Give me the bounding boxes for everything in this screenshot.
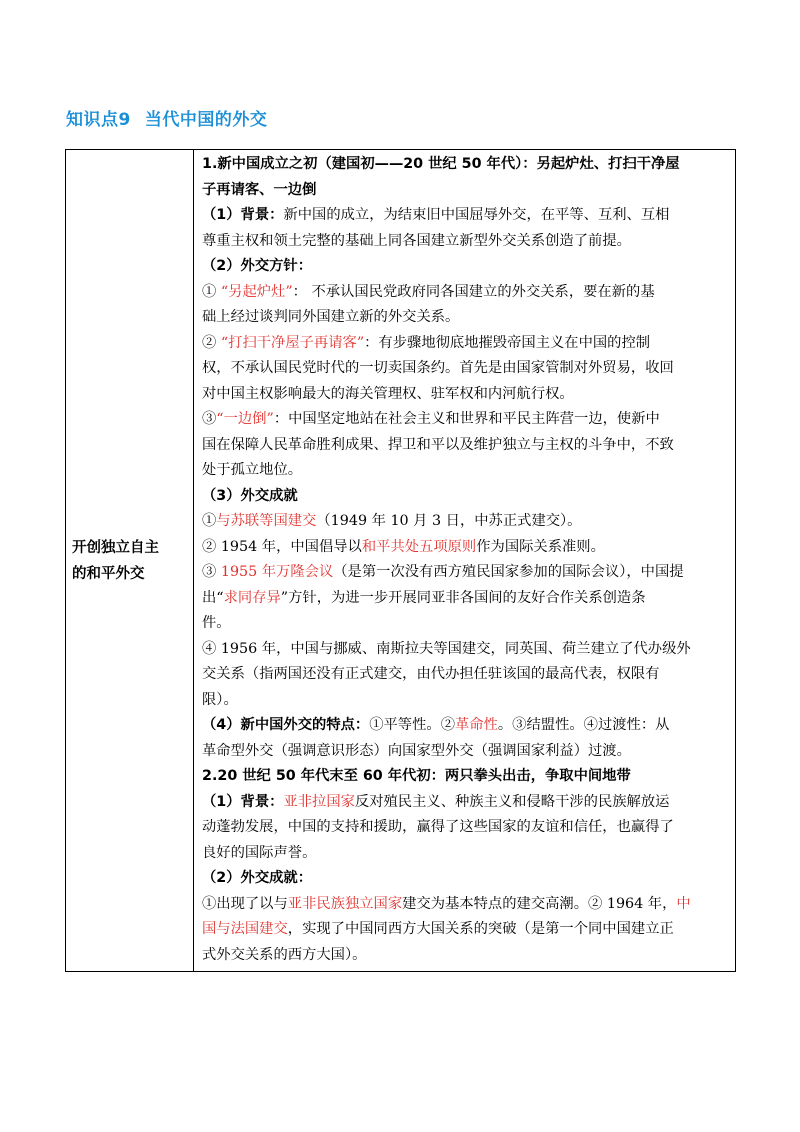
text-segment: 出“ [202, 589, 224, 606]
heading-number: 知识点9 [66, 110, 131, 130]
text-line [202, 509, 727, 535]
text-segment: 处于孤立地位。 [202, 462, 303, 478]
text-line [202, 688, 727, 714]
text-segment: 对中国主权影响最大的海关管理权、驻军权和内河航行权。 [202, 385, 574, 402]
highlight-text: “一边倒” [216, 411, 274, 427]
text-line [202, 866, 727, 892]
text-segment: 尊重主权和领土完整的基础上同各国建立新型外交关系创造了前提。 [202, 232, 631, 249]
highlight-text: 国与法国建交 [202, 921, 288, 937]
text-line [202, 739, 727, 765]
topic-label-line: 开创独立自主 [72, 539, 159, 556]
bold-text: （1）背景： [202, 207, 284, 223]
text-line [202, 637, 727, 663]
text-line [202, 331, 727, 357]
text-segment: 革命型外交（强调意识形态）向国家型外交（强调国家利益）过渡。 [202, 742, 631, 759]
text-line [202, 484, 727, 510]
bold-text: （1）背景： [202, 793, 284, 810]
text-line [202, 560, 727, 586]
text-line [202, 841, 727, 867]
text-segment: 良好的国际声誉。 [202, 844, 317, 861]
text-segment: 作为国际关系准则。 [476, 538, 605, 555]
text-segment: ”方针，为进一步开展同亚非各国间的友好合作关系创造条 [280, 589, 646, 606]
text-segment: （是第一次没有西方殖民国家参加的国际会议），中国提 [333, 564, 684, 580]
text-segment: ③ [202, 564, 221, 580]
bold-text: 子再请客、一边倒 [202, 181, 317, 198]
text-line [202, 356, 727, 382]
highlight-text: 和平共处五项原则 [361, 538, 477, 555]
text-segment: ① [202, 283, 221, 300]
text-segment: （1949 年 10 月 3 日，中苏正式建交）。 [316, 513, 582, 529]
highlight-text: 求同存异 [223, 589, 281, 606]
text-line [202, 152, 727, 178]
text-line [202, 892, 727, 918]
text-segment: 反对殖民主义、种族主义和侵略干涉的民族解放运 [354, 793, 670, 810]
text-segment: ①平等性。② [369, 717, 455, 733]
text-segment: ② [202, 334, 221, 351]
text-line [202, 254, 727, 280]
text-segment: 式外交关系的西方大国）。 [202, 946, 367, 963]
text-segment: 件。 [202, 615, 231, 631]
text-segment: ①出现了以与 [202, 895, 288, 912]
text-segment: ③ [202, 411, 217, 427]
text-line [202, 713, 727, 739]
text-segment: 动蓬勃发展，中国的支持和援助，赢得了这些国家的友谊和信任，也赢得了 [202, 819, 674, 835]
text-line [202, 280, 727, 306]
text-line [202, 790, 727, 816]
text-line [202, 611, 727, 637]
topic-label-line: 的和平外交 [72, 565, 145, 582]
heading-title: 当代中国的外交 [144, 110, 268, 130]
highlight-text: “打扫干净屋子再请客” [220, 334, 365, 351]
text-segment: 国在保障人民革命胜利成果、捍卫和平以及维护独立与主权的斗争中，不致 [202, 436, 674, 453]
bold-text: （2）外交成就： [202, 870, 313, 886]
text-line [202, 764, 727, 790]
table-row [66, 150, 736, 972]
topic-cell [66, 150, 194, 972]
text-line [202, 535, 727, 561]
highlight-text: 中 [676, 895, 691, 912]
knowledge-table [65, 149, 736, 972]
text-segment: 限）。 [202, 691, 238, 708]
text-line [202, 382, 727, 408]
bold-text: （3）外交成就 [202, 487, 298, 504]
text-segment: 权，不承认国民党时代的一切卖国条约。首先是由国家管制对外贸易，收回 [202, 360, 674, 376]
text-segment: ： 不承认国民党政府同各国建立的外交关系，要在新的基 [292, 283, 655, 300]
text-segment: 新中国的成立，为结束旧中国屈辱外交，在平等、互利、互相 [283, 207, 670, 223]
text-line [202, 586, 727, 612]
text-segment: 建交为基本特点的建交高潮。② 1964 年， [402, 895, 677, 912]
bold-text: 2.20 世纪 50 年代末至 60 年代初：两只拳头出击，争取中间地带 [202, 768, 631, 784]
text-line [202, 229, 727, 255]
text-segment: 础上经过谈判同外国建立新的外交关系。 [202, 309, 460, 325]
text-line [202, 815, 727, 841]
text-segment: 。③结盟性。④过渡性：从 [497, 717, 670, 733]
highlight-text: 与苏联等国建交 [216, 513, 317, 529]
text-segment: ② 1954 年，中国倡导以 [202, 538, 362, 555]
highlight-text: “另起炉灶” [220, 283, 293, 300]
content-cell [194, 150, 736, 972]
text-line [202, 458, 727, 484]
text-line [202, 305, 727, 331]
text-line [202, 178, 727, 204]
text-line [202, 407, 727, 433]
text-line [202, 662, 727, 688]
text-segment: ① [202, 513, 217, 529]
text-line [202, 203, 727, 229]
bold-text: 1.新中国成立之初（建国初——20 世纪 50 年代）：另起炉灶、打扫干净屋 [202, 156, 680, 172]
text-segment: ，实现了中国同西方大国关系的突破（是第一个同中国建立正 [287, 921, 674, 937]
text-line [202, 433, 727, 459]
text-segment: ：中国坚定地站在社会主义和世界和平民主阵营一边，使新中 [273, 411, 660, 427]
text-segment: 交关系（指两国还没有正式建交，由代办担任驻该国的最高代表，权限有 [202, 666, 660, 682]
highlight-text: 亚非拉国家 [283, 793, 355, 810]
section-heading [66, 105, 267, 130]
text-segment: ：有步骤地彻底地摧毁帝国主义在中国的控制 [364, 334, 651, 351]
bold-text: （2）外交方针： [202, 258, 313, 274]
bold-text: （4）新中国外交的特点： [202, 717, 370, 733]
highlight-text: 革命性 [455, 717, 498, 733]
text-line [202, 917, 727, 943]
highlight-text: 亚非民族独立国家 [287, 895, 403, 912]
text-segment: ④ 1956 年，中国与挪威、南斯拉夫等国建交，同英国、荷兰建立了代办级外 [202, 640, 691, 657]
highlight-text: 1955 年万隆会议 [220, 564, 334, 580]
text-line [202, 943, 727, 969]
